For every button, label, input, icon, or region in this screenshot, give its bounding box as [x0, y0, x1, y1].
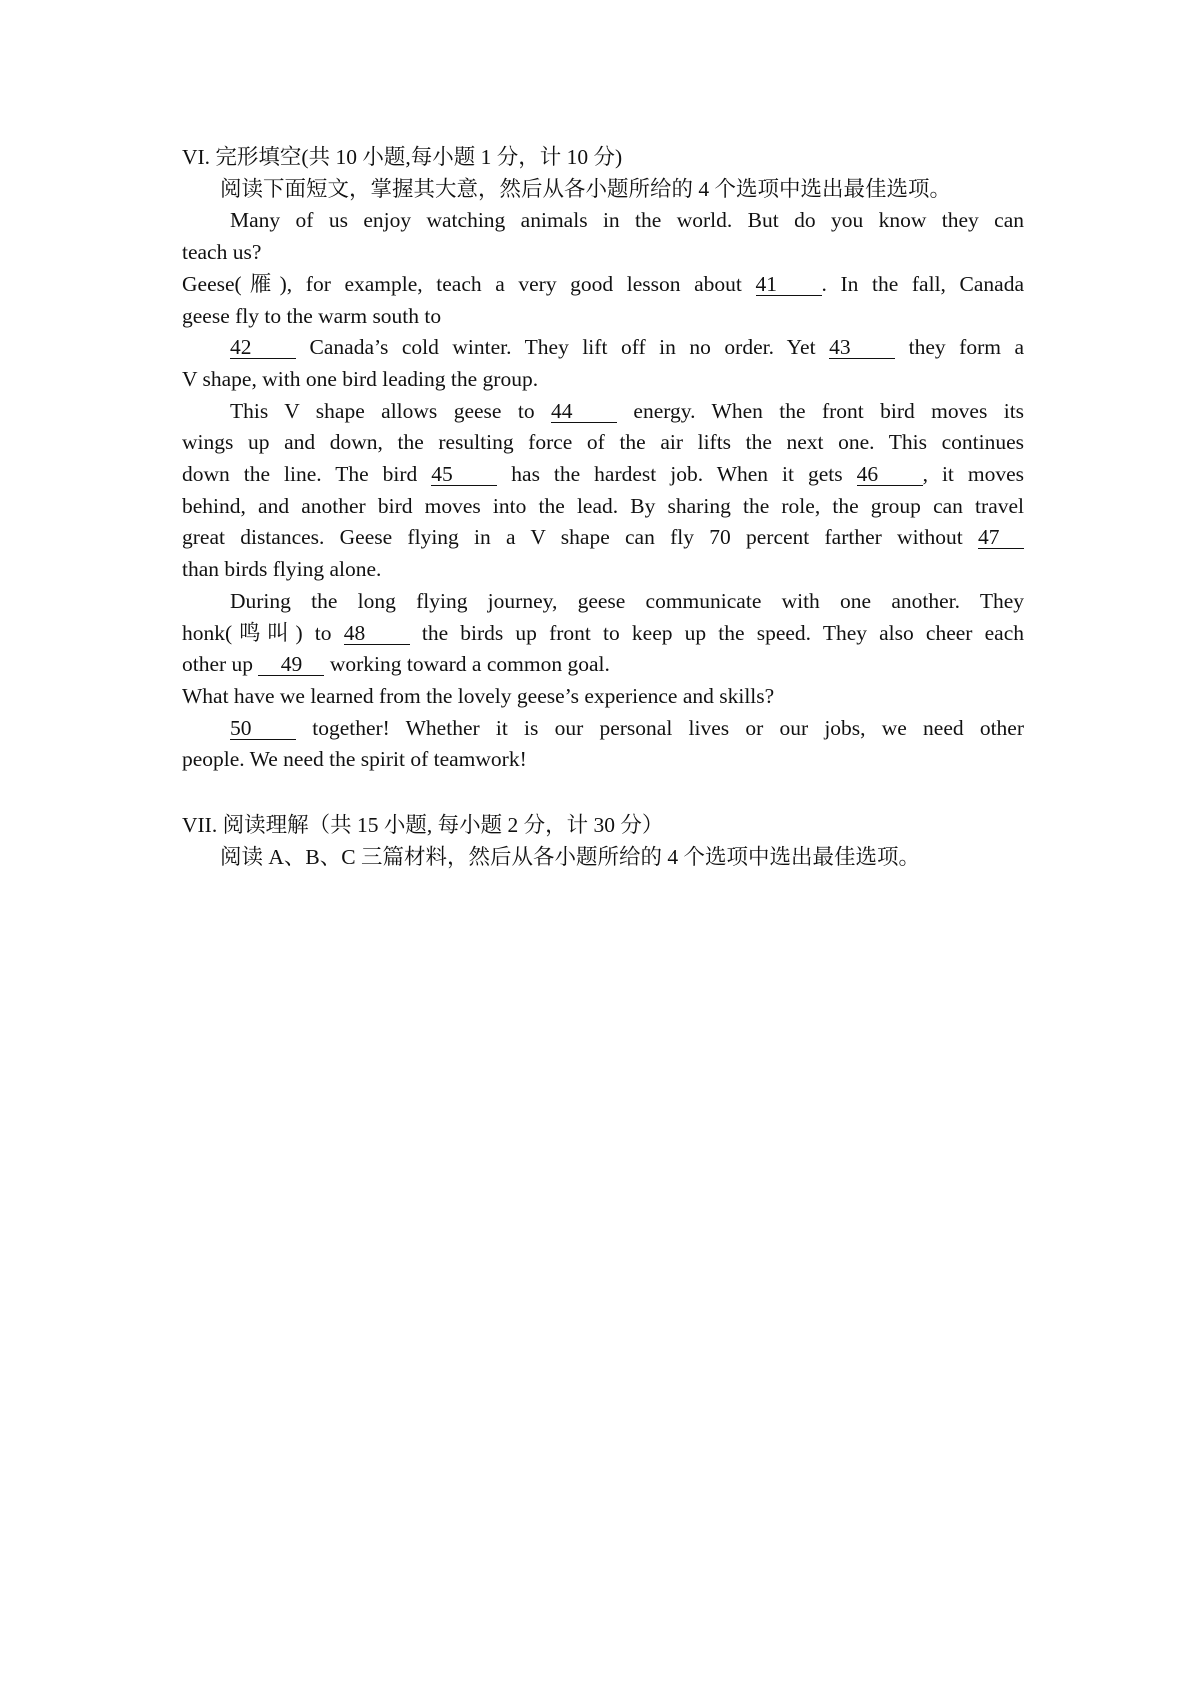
passage-line: behind, and another bird moves into the lead. By sharing the role, the group can travel	[182, 493, 1024, 518]
blank-45: 45	[431, 463, 497, 486]
section-7-title: VII. 阅读理解（共 15 小题, 每小题 2 分，计 30 分）	[182, 813, 664, 838]
blank-48: 48	[344, 622, 410, 645]
passage-line: teach us?	[182, 240, 262, 265]
passage-line: This V shape allows geese to 44 energy. When the front bird moves its	[230, 398, 1025, 423]
passage-line: 50 together! Whether it is our personal lives or our jobs, we need other	[230, 715, 1024, 740]
blank-43: 43	[829, 336, 895, 359]
passage-line: wings up and down, the resulting force of the air lifts the next one. This continues	[182, 430, 1024, 455]
blank-41: 41	[756, 273, 822, 296]
passage-line: During the long flying journey, geese communicate with one another. They	[230, 588, 1024, 613]
passage-line: people. We need the spirit of teamwork!	[182, 747, 527, 772]
passage-line: V shape, with one bird leading the group.	[182, 366, 539, 391]
section-7-instruction: 阅读 A、B、C 三篇材料，然后从各小题所给的 4 个选项中选出最佳选项。	[220, 844, 920, 869]
section-6-instruction: 阅读下面短文，掌握其大意，然后从各小题所给的 4 个选项中选出最佳选项。	[220, 176, 952, 201]
blank-42: 42	[230, 336, 296, 359]
blank-44: 44	[551, 400, 617, 423]
passage-line: Many of us enjoy watching animals in the world. But do you know they can	[230, 208, 1024, 233]
blank-49: 49	[258, 653, 324, 676]
blank-46: 46	[857, 463, 923, 486]
passage-line: other up 49 working toward a common goal.	[182, 652, 610, 677]
passage-line: great distances. Geese flying in a V shape can fly 70 percent farther without 47	[182, 522, 1024, 554]
cloze-passage	[182, 205, 1024, 776]
blank-47: 47	[978, 526, 1024, 549]
passage-line: What have we learned from the lovely geese’s experience and skills?	[182, 683, 775, 708]
passage-line: 42 Canada’s cold winter. They lift off in no order. Yet 43 they form a	[230, 335, 1025, 360]
passage-line: Geese(雁), for example, teach a very good lesson about 41 . In the fall, Canada	[182, 271, 1024, 296]
passage-line: honk(鸣叫) to 48 the birds up front to keep up the speed. They also cheer each	[182, 620, 1025, 645]
exam-page	[182, 142, 1024, 873]
section-6-title: VI. 完形填空(共 10 小题,每小题 1 分，计 10 分)	[182, 145, 623, 169]
blank-50: 50	[230, 717, 296, 740]
passage-line: geese fly to the warm south to	[182, 303, 442, 328]
passage-line: than birds flying alone.	[182, 557, 382, 582]
passage-line: down the line. The bird 45 has the hardest job. When it gets 46 , it moves	[182, 462, 1025, 487]
